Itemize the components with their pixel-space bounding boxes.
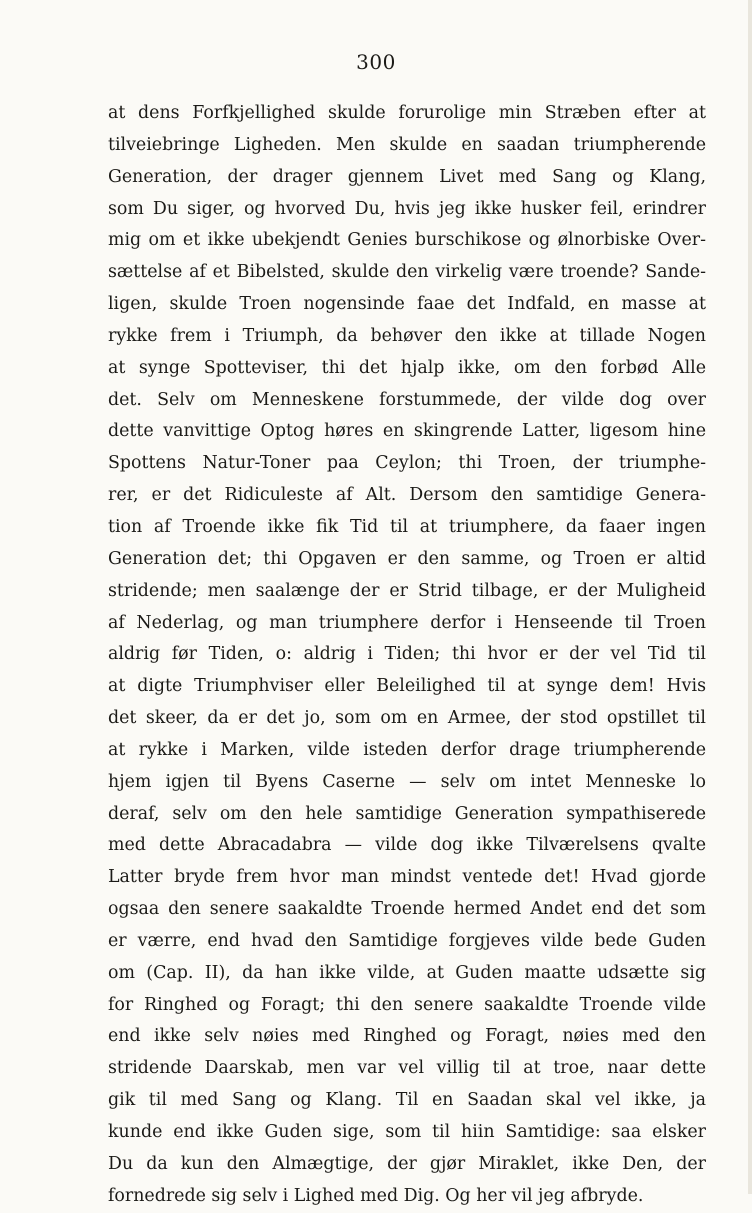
text-line: det. Selv om Menneskene forstummede, der vilde dog over — [108, 389, 706, 410]
text-line: om (Cap. II), da han ikke vilde, at Guden maatte udsætte sig — [108, 962, 706, 983]
text-line: at synge Spotteviser, thi det hjalp ikke, om den forbød Alle — [108, 357, 706, 378]
text-line: Generation det; thi Opgaven er den samme, og Troen er altid — [108, 548, 706, 569]
text-line: at dens Forfkjellighed skulde forurolige min Stræben efter at — [108, 103, 706, 123]
text-line: tion af Troende ikke fik Tid til at triumphere, da faaer ingen — [108, 516, 706, 537]
text-line: Generation, der drager gjennem Livet med Sang og Klang, — [108, 166, 706, 187]
text-line: hjem igjen til Byens Caserne — selv om intet Menneske lo — [108, 771, 706, 792]
text-line: at digte Triumphviser eller Beleilighed til at synge dem! Hvis — [108, 676, 706, 697]
text-line: for Ringhed og Foragt; thi den senere saakaldte Troende vilde — [108, 994, 706, 1015]
body-text — [108, 98, 706, 1213]
text-line: sættelse af et Bibelsted, skulde den virkelig være troende? Sande- — [108, 262, 706, 283]
text-line: stridende Daarskab, men var vel villig til at troe, naar dette — [108, 1058, 706, 1079]
text-line: stridende; men saalænge der er Strid tilbage, er der Muligheid — [108, 580, 706, 601]
text-line: dette vanvittige Optog høres en skingrende Latter, ligesom hine — [108, 421, 706, 442]
text-line: end ikke selv nøies med Ringhed og Foragt, nøies med den — [108, 1026, 706, 1047]
text-line: Du da kun den Almægtige, der gjør Miraklet, ikke Den, der — [108, 1153, 706, 1174]
text-line: Spottens Natur-Toner paa Ceylon; thi Troen, der triumphe- — [108, 453, 706, 474]
text-line: fornedrede sig selv i Lighed med Dig. Og her vil jeg afbryde. — [108, 1185, 644, 1206]
text-line: mig om et ikke ubekjendt Genies burschikose og ølnorbiske Over- — [108, 230, 706, 251]
text-line: med dette Abracadabra — vilde dog ikke Tilværelsens qvalte — [108, 835, 706, 856]
text-line: deraf, selv om den hele samtidige Generation sympathiserede — [108, 803, 706, 824]
text-line: kunde end ikke Guden sige, som til hiin Samtidige: saa elsker — [108, 1122, 706, 1142]
text-line: rer, er det Ridiculeste af Alt. Dersom den samtidige Genera- — [108, 485, 706, 506]
text-line: tilveiebringe Ligheden. Men skulde en saadan triumpherende — [108, 134, 706, 155]
page-number: 300 — [356, 50, 396, 74]
text-line: er værre, end hvad den Samtidige forgjeves vilde bede Guden — [108, 930, 706, 951]
text-line: af Nederlag, og man triumphere derfor i Henseende til Troen — [108, 612, 706, 633]
text-line: Latter bryde frem hvor man mindst ventede det! Hvad gjorde — [108, 867, 706, 888]
text-line: som Du siger, og hvorved Du, hvis jeg ikke husker feil, erindrer — [108, 198, 706, 219]
text-line: gik til med Sang og Klang. Til en Saadan skal vel ikke, ja — [108, 1090, 706, 1111]
text-line: at rykke i Marken, vilde isteden derfor drage triumpherende — [108, 739, 706, 760]
text-line: det skeer, da er det jo, som om en Armee, der stod opstillet til — [108, 708, 706, 729]
text-line: aldrig før Tiden, o: aldrig i Tiden; thi hvor er der vel Tid til — [108, 644, 706, 665]
text-line: rykke frem i Triumph, da behøver den ikke at tillade Nogen — [108, 325, 706, 346]
text-line: ligen, skulde Troen nogensinde faae det Indfald, en masse at — [108, 294, 706, 315]
page-edge — [748, 0, 752, 1194]
text-line: ogsaa den senere saakaldte Troende hermed Andet end det som — [108, 899, 706, 920]
